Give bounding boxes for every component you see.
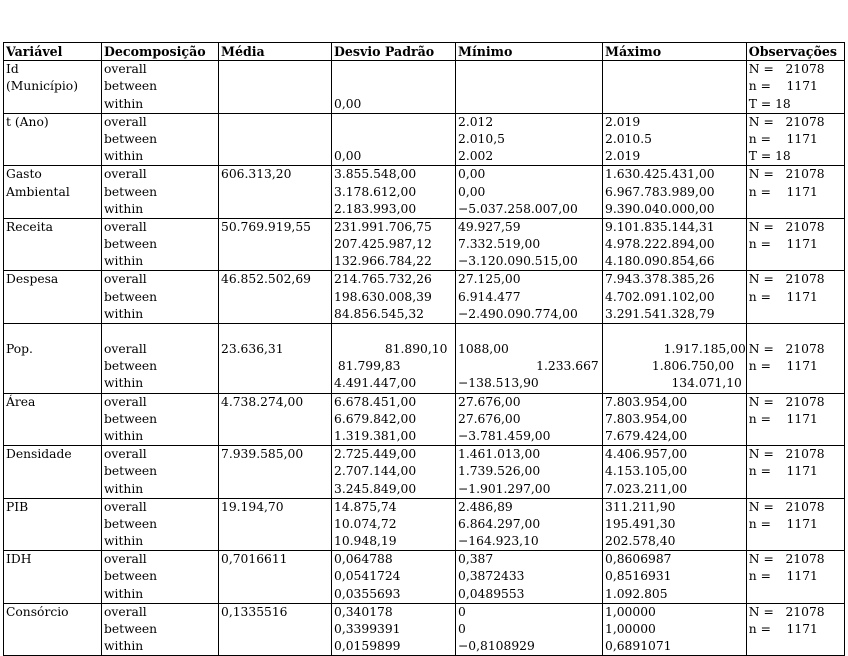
cell-line: n = 1171 bbox=[748, 622, 818, 637]
cell-line: n = 1171 bbox=[748, 359, 818, 374]
cell-line: between bbox=[104, 237, 158, 252]
cell-line: overall bbox=[104, 499, 147, 514]
cell-line: 6.864.297,00 bbox=[458, 516, 541, 531]
cell-line: 4.180.090.854,66 bbox=[605, 254, 715, 269]
table-row bbox=[4, 498, 845, 551]
cell-line: 0,064788 bbox=[334, 552, 393, 567]
cell-line: 84.856.545,32 bbox=[334, 306, 424, 321]
cell-line: 0,387 bbox=[458, 552, 494, 567]
cell-line: −1.901.297,00 bbox=[458, 481, 551, 496]
cell-line: between bbox=[104, 79, 158, 94]
cell-minimo bbox=[456, 446, 603, 499]
cell-line: 2.019 bbox=[605, 114, 641, 129]
cell-variavel bbox=[4, 218, 102, 271]
cell-line: 6.678.451,00 bbox=[334, 394, 417, 409]
cell-line: 2.010.5 bbox=[605, 131, 652, 146]
cell-decomposicao bbox=[102, 61, 219, 114]
cell-line: 198.630.008,39 bbox=[334, 289, 432, 304]
cell-observacoes bbox=[746, 113, 844, 166]
header-observacoes: Observações bbox=[746, 43, 844, 61]
header-variavel: Variável bbox=[4, 43, 102, 61]
cell-line: 1.917.185,00 bbox=[605, 342, 746, 357]
cell-line: 1.806.750,00 bbox=[605, 359, 735, 374]
cell-line: 7.679.424,00 bbox=[605, 428, 688, 443]
table-header-row bbox=[4, 43, 845, 61]
cell-line: 0,0355693 bbox=[334, 586, 401, 601]
cell-line: Ambiental bbox=[6, 184, 70, 199]
cell-line: n = 1171 bbox=[748, 569, 818, 584]
cell-maximo bbox=[603, 271, 747, 324]
cell-line: 0,00 bbox=[458, 167, 486, 182]
cell-line: 0,0541724 bbox=[334, 569, 401, 584]
cell-line: −0,8108929 bbox=[458, 639, 535, 654]
cell-line: between bbox=[104, 411, 158, 426]
cell-line: overall bbox=[104, 604, 147, 619]
table-row bbox=[4, 393, 845, 446]
cell-line: within bbox=[104, 534, 144, 549]
cell-minimo bbox=[456, 324, 603, 394]
cell-desvio-padrao bbox=[332, 393, 456, 446]
cell-media bbox=[219, 551, 332, 604]
table-row bbox=[4, 61, 845, 114]
cell-line: between bbox=[104, 516, 158, 531]
cell-line: 207.425.987,12 bbox=[334, 237, 432, 252]
cell-line: 2.183.993,00 bbox=[334, 201, 417, 216]
cell-line: within bbox=[104, 96, 144, 111]
cell-observacoes bbox=[746, 218, 844, 271]
cell-line: between bbox=[104, 359, 158, 374]
cell-line: 7.332.519,00 bbox=[458, 237, 541, 252]
cell-media bbox=[219, 166, 332, 219]
cell-line: Id bbox=[6, 62, 19, 77]
cell-line: overall bbox=[104, 272, 147, 287]
cell-minimo bbox=[456, 271, 603, 324]
cell-line: overall bbox=[104, 62, 147, 77]
cell-line: N = 21078 bbox=[748, 499, 825, 514]
cell-desvio-padrao bbox=[332, 446, 456, 499]
cell-line: 81.890,10 bbox=[334, 342, 448, 357]
table-row bbox=[4, 324, 845, 394]
cell-desvio-padrao bbox=[332, 551, 456, 604]
cell-maximo bbox=[603, 498, 747, 551]
cell-line: N = 21078 bbox=[748, 62, 825, 77]
cell-line: N = 21078 bbox=[748, 552, 825, 567]
cell-decomposicao bbox=[102, 324, 219, 394]
cell-line: 7.803.954,00 bbox=[605, 411, 688, 426]
cell-line: N = 21078 bbox=[748, 272, 825, 287]
cell-line: 3.178.612,00 bbox=[334, 184, 417, 199]
cell-line: n = 1171 bbox=[748, 464, 818, 479]
cell-maximo bbox=[603, 324, 747, 394]
cell-observacoes bbox=[746, 324, 844, 394]
cell-variavel bbox=[4, 498, 102, 551]
table-row bbox=[4, 603, 845, 656]
cell-observacoes bbox=[746, 393, 844, 446]
cell-line: 4.491.447,00 bbox=[334, 376, 417, 391]
cell-desvio-padrao bbox=[332, 498, 456, 551]
cell-line: 311.211,90 bbox=[605, 499, 676, 514]
cell-line: Área bbox=[6, 394, 36, 409]
cell-decomposicao bbox=[102, 218, 219, 271]
cell-line: 0,1335516 bbox=[221, 604, 288, 619]
cell-line: 1,00000 bbox=[605, 604, 656, 619]
cell-line: 6.914.477 bbox=[458, 289, 521, 304]
header-decomposicao: Decomposição bbox=[102, 43, 219, 61]
cell-line: between bbox=[104, 131, 158, 146]
cell-line: 50.769.919,55 bbox=[221, 219, 311, 234]
cell-line: n = 1171 bbox=[748, 237, 818, 252]
cell-desvio-padrao bbox=[332, 603, 456, 656]
cell-line: 134.071,10 bbox=[605, 376, 742, 391]
cell-line: overall bbox=[104, 552, 147, 567]
cell-line: Gasto bbox=[6, 167, 42, 182]
cell-line: 3.245.849,00 bbox=[334, 481, 417, 496]
cell-line: 0,6891071 bbox=[605, 639, 672, 654]
cell-line: 2.010,5 bbox=[458, 131, 505, 146]
cell-line: N = 21078 bbox=[748, 114, 825, 129]
cell-line: IDH bbox=[6, 552, 32, 567]
cell-observacoes bbox=[746, 603, 844, 656]
cell-line: 214.765.732,26 bbox=[334, 272, 432, 287]
cell-line: T = 18 bbox=[748, 96, 791, 111]
table-row bbox=[4, 218, 845, 271]
cell-minimo bbox=[456, 61, 603, 114]
cell-line: within bbox=[104, 586, 144, 601]
cell-line: N = 21078 bbox=[748, 394, 825, 409]
cell-line: overall bbox=[104, 167, 147, 182]
cell-line: 132.966.784,22 bbox=[334, 254, 432, 269]
cell-observacoes bbox=[746, 551, 844, 604]
cell-maximo bbox=[603, 393, 747, 446]
cell-line: between bbox=[104, 569, 158, 584]
cell-desvio-padrao bbox=[332, 113, 456, 166]
cell-line: within bbox=[104, 428, 144, 443]
cell-variavel bbox=[4, 324, 102, 394]
cell-line: 0 bbox=[458, 622, 466, 637]
cell-line: between bbox=[104, 464, 158, 479]
cell-line: between bbox=[104, 289, 158, 304]
cell-media bbox=[219, 61, 332, 114]
cell-line: 4.738.274,00 bbox=[221, 394, 304, 409]
cell-desvio-padrao bbox=[332, 324, 456, 394]
cell-line: 10.074,72 bbox=[334, 516, 397, 531]
cell-line: 231.991.706,75 bbox=[334, 219, 432, 234]
cell-line: within bbox=[104, 254, 144, 269]
table-row bbox=[4, 113, 845, 166]
cell-line: 9.390.040.000,00 bbox=[605, 201, 715, 216]
cell-desvio-padrao bbox=[332, 218, 456, 271]
cell-line: 606.313,20 bbox=[221, 167, 292, 182]
cell-line: 81.799,83 bbox=[334, 359, 401, 374]
cell-line bbox=[458, 61, 602, 78]
cell-line bbox=[458, 78, 602, 95]
cell-line: 2.725.449,00 bbox=[334, 447, 417, 462]
cell-line: 1088,00 bbox=[458, 342, 509, 357]
cell-line: 7.803.954,00 bbox=[605, 394, 688, 409]
cell-variavel bbox=[4, 393, 102, 446]
cell-line: 0,7016611 bbox=[221, 552, 288, 567]
cell-line: 0,00 bbox=[334, 96, 362, 111]
cell-line: 2.012 bbox=[458, 114, 494, 129]
cell-desvio-padrao bbox=[332, 271, 456, 324]
cell-line: 202.578,40 bbox=[605, 534, 676, 549]
cell-observacoes bbox=[746, 446, 844, 499]
cell-line: within bbox=[104, 639, 144, 654]
cell-line bbox=[605, 96, 746, 113]
cell-line: PIB bbox=[6, 499, 29, 514]
cell-media bbox=[219, 393, 332, 446]
cell-line: 0,0159899 bbox=[334, 639, 401, 654]
cell-variavel bbox=[4, 271, 102, 324]
cell-line: 3.855.548,00 bbox=[334, 167, 417, 182]
cell-line: 27.676,00 bbox=[458, 411, 521, 426]
cell-media bbox=[219, 324, 332, 394]
cell-media bbox=[219, 113, 332, 166]
cell-line: 1.739.526,00 bbox=[458, 464, 541, 479]
cell-line: 6.967.783.989,00 bbox=[605, 184, 715, 199]
descriptive-stats-table bbox=[3, 42, 845, 656]
cell-variavel bbox=[4, 446, 102, 499]
cell-line: within bbox=[104, 149, 144, 164]
cell-line: n = 1171 bbox=[748, 411, 818, 426]
cell-line: 23.636,31 bbox=[221, 342, 284, 357]
cell-line: −3.781.459,00 bbox=[458, 428, 551, 443]
cell-minimo bbox=[456, 551, 603, 604]
table-row bbox=[4, 271, 845, 324]
cell-line: overall bbox=[104, 447, 147, 462]
cell-observacoes bbox=[746, 271, 844, 324]
cell-media bbox=[219, 271, 332, 324]
cell-line: N = 21078 bbox=[748, 219, 825, 234]
cell-line: n = 1171 bbox=[748, 79, 818, 94]
cell-line: within bbox=[104, 201, 144, 216]
cell-line: 0 bbox=[458, 604, 466, 619]
header-desvio-padrao: Desvio Padrão bbox=[332, 43, 456, 61]
cell-line: overall bbox=[104, 342, 147, 357]
cell-line: within bbox=[104, 376, 144, 391]
header-minimo: Mínimo bbox=[456, 43, 603, 61]
cell-line: N = 21078 bbox=[748, 604, 825, 619]
cell-line: N = 21078 bbox=[748, 447, 825, 462]
cell-line: within bbox=[104, 481, 144, 496]
cell-line: 2.707.144,00 bbox=[334, 464, 417, 479]
cell-minimo bbox=[456, 113, 603, 166]
cell-line: 27.676,00 bbox=[458, 394, 521, 409]
cell-minimo bbox=[456, 393, 603, 446]
cell-line: 19.194,70 bbox=[221, 499, 284, 514]
cell-desvio-padrao bbox=[332, 61, 456, 114]
cell-variavel bbox=[4, 551, 102, 604]
cell-minimo bbox=[456, 498, 603, 551]
table-row bbox=[4, 446, 845, 499]
cell-minimo bbox=[456, 603, 603, 656]
cell-line: 3.291.541.328,79 bbox=[605, 306, 715, 321]
cell-variavel bbox=[4, 113, 102, 166]
cell-line: 7.943.378.385,26 bbox=[605, 272, 715, 287]
cell-line: 0,8516931 bbox=[605, 569, 672, 584]
cell-variavel bbox=[4, 166, 102, 219]
cell-maximo bbox=[603, 551, 747, 604]
cell-line: −164.923,10 bbox=[458, 534, 539, 549]
cell-line: 2.019 bbox=[605, 149, 641, 164]
cell-line: 0,8606987 bbox=[605, 552, 672, 567]
cell-line: 1.630.425.431,00 bbox=[605, 167, 715, 182]
cell-media bbox=[219, 498, 332, 551]
cell-line: 1.319.381,00 bbox=[334, 428, 417, 443]
cell-line: n = 1171 bbox=[748, 289, 818, 304]
cell-line: T = 18 bbox=[748, 149, 791, 164]
cell-line: 0,340178 bbox=[334, 604, 393, 619]
cell-line: 2.486,89 bbox=[458, 499, 513, 514]
cell-line: overall bbox=[104, 219, 147, 234]
cell-line bbox=[334, 61, 455, 78]
cell-line bbox=[605, 78, 746, 95]
cell-line: within bbox=[104, 306, 144, 321]
cell-line bbox=[605, 61, 746, 78]
cell-maximo bbox=[603, 218, 747, 271]
cell-line: Despesa bbox=[6, 272, 59, 287]
cell-line: 7.939.585,00 bbox=[221, 447, 304, 462]
cell-line: n = 1171 bbox=[748, 516, 818, 531]
cell-line: 1.233.667 bbox=[458, 359, 599, 374]
cell-line bbox=[221, 114, 331, 131]
cell-line: 0,3872433 bbox=[458, 569, 525, 584]
cell-line: 1.461.013,00 bbox=[458, 447, 541, 462]
cell-maximo bbox=[603, 61, 747, 114]
cell-line: 4.978.222.894,00 bbox=[605, 237, 715, 252]
cell-line: 49.927,59 bbox=[458, 219, 521, 234]
cell-line: n = 1171 bbox=[748, 184, 818, 199]
cell-media bbox=[219, 446, 332, 499]
cell-maximo bbox=[603, 113, 747, 166]
cell-maximo bbox=[603, 603, 747, 656]
cell-line: 9.101.835.144,31 bbox=[605, 219, 715, 234]
cell-line: N = 21078 bbox=[748, 167, 825, 182]
cell-line: 4.702.091.102,00 bbox=[605, 289, 715, 304]
cell-decomposicao bbox=[102, 393, 219, 446]
cell-maximo bbox=[603, 166, 747, 219]
cell-decomposicao bbox=[102, 271, 219, 324]
cell-line: −5.037.258.007,00 bbox=[458, 201, 578, 216]
cell-media bbox=[219, 603, 332, 656]
cell-variavel bbox=[4, 61, 102, 114]
cell-line: Receita bbox=[6, 219, 53, 234]
cell-line: 0,0489553 bbox=[458, 586, 525, 601]
cell-line: Consórcio bbox=[6, 604, 69, 619]
cell-line: 6.679.842,00 bbox=[334, 411, 417, 426]
cell-line: 10.948,19 bbox=[334, 534, 397, 549]
cell-line: 27.125,00 bbox=[458, 272, 521, 287]
cell-line: N = 21078 bbox=[748, 342, 825, 357]
cell-line: 0,3399391 bbox=[334, 622, 401, 637]
cell-line bbox=[221, 61, 331, 78]
cell-minimo bbox=[456, 218, 603, 271]
table-row bbox=[4, 551, 845, 604]
cell-line: between bbox=[104, 184, 158, 199]
cell-line: 46.852.502,69 bbox=[221, 272, 311, 287]
cell-maximo bbox=[603, 446, 747, 499]
cell-line: (Município) bbox=[6, 79, 78, 94]
header-media: Média bbox=[219, 43, 332, 61]
cell-line: Pop. bbox=[6, 342, 33, 357]
cell-line: 14.875,74 bbox=[334, 499, 397, 514]
cell-line bbox=[334, 114, 455, 131]
cell-line: −138.513,90 bbox=[458, 376, 539, 391]
cell-line: 0,00 bbox=[458, 184, 486, 199]
cell-media bbox=[219, 218, 332, 271]
cell-line bbox=[458, 96, 602, 113]
cell-line: −3.120.090.515,00 bbox=[458, 254, 578, 269]
cell-line: 0,00 bbox=[334, 149, 362, 164]
table-row bbox=[4, 166, 845, 219]
cell-observacoes bbox=[746, 61, 844, 114]
cell-decomposicao bbox=[102, 446, 219, 499]
cell-line bbox=[334, 131, 455, 148]
cell-line: t (Ano) bbox=[6, 114, 49, 129]
cell-line: n = 1171 bbox=[748, 131, 818, 146]
cell-line bbox=[334, 78, 455, 95]
cell-line: 2.002 bbox=[458, 149, 494, 164]
cell-decomposicao bbox=[102, 166, 219, 219]
cell-line: overall bbox=[104, 394, 147, 409]
cell-line: 4.406.957,00 bbox=[605, 447, 688, 462]
cell-decomposicao bbox=[102, 551, 219, 604]
cell-line: 195.491,30 bbox=[605, 516, 676, 531]
cell-line: Densidade bbox=[6, 447, 72, 462]
cell-observacoes bbox=[746, 166, 844, 219]
cell-line: 4.153.105,00 bbox=[605, 464, 688, 479]
cell-observacoes bbox=[746, 498, 844, 551]
cell-desvio-padrao bbox=[332, 166, 456, 219]
cell-line: 1.092.805 bbox=[605, 586, 668, 601]
cell-decomposicao bbox=[102, 113, 219, 166]
cell-variavel bbox=[4, 603, 102, 656]
cell-line: between bbox=[104, 622, 158, 637]
cell-decomposicao bbox=[102, 603, 219, 656]
cell-decomposicao bbox=[102, 498, 219, 551]
cell-line: −2.490.090.774,00 bbox=[458, 306, 578, 321]
cell-line: 7.023.211,00 bbox=[605, 481, 688, 496]
cell-minimo bbox=[456, 166, 603, 219]
cell-line: overall bbox=[104, 114, 147, 129]
header-maximo: Máximo bbox=[603, 43, 747, 61]
cell-line: 1,00000 bbox=[605, 622, 656, 637]
